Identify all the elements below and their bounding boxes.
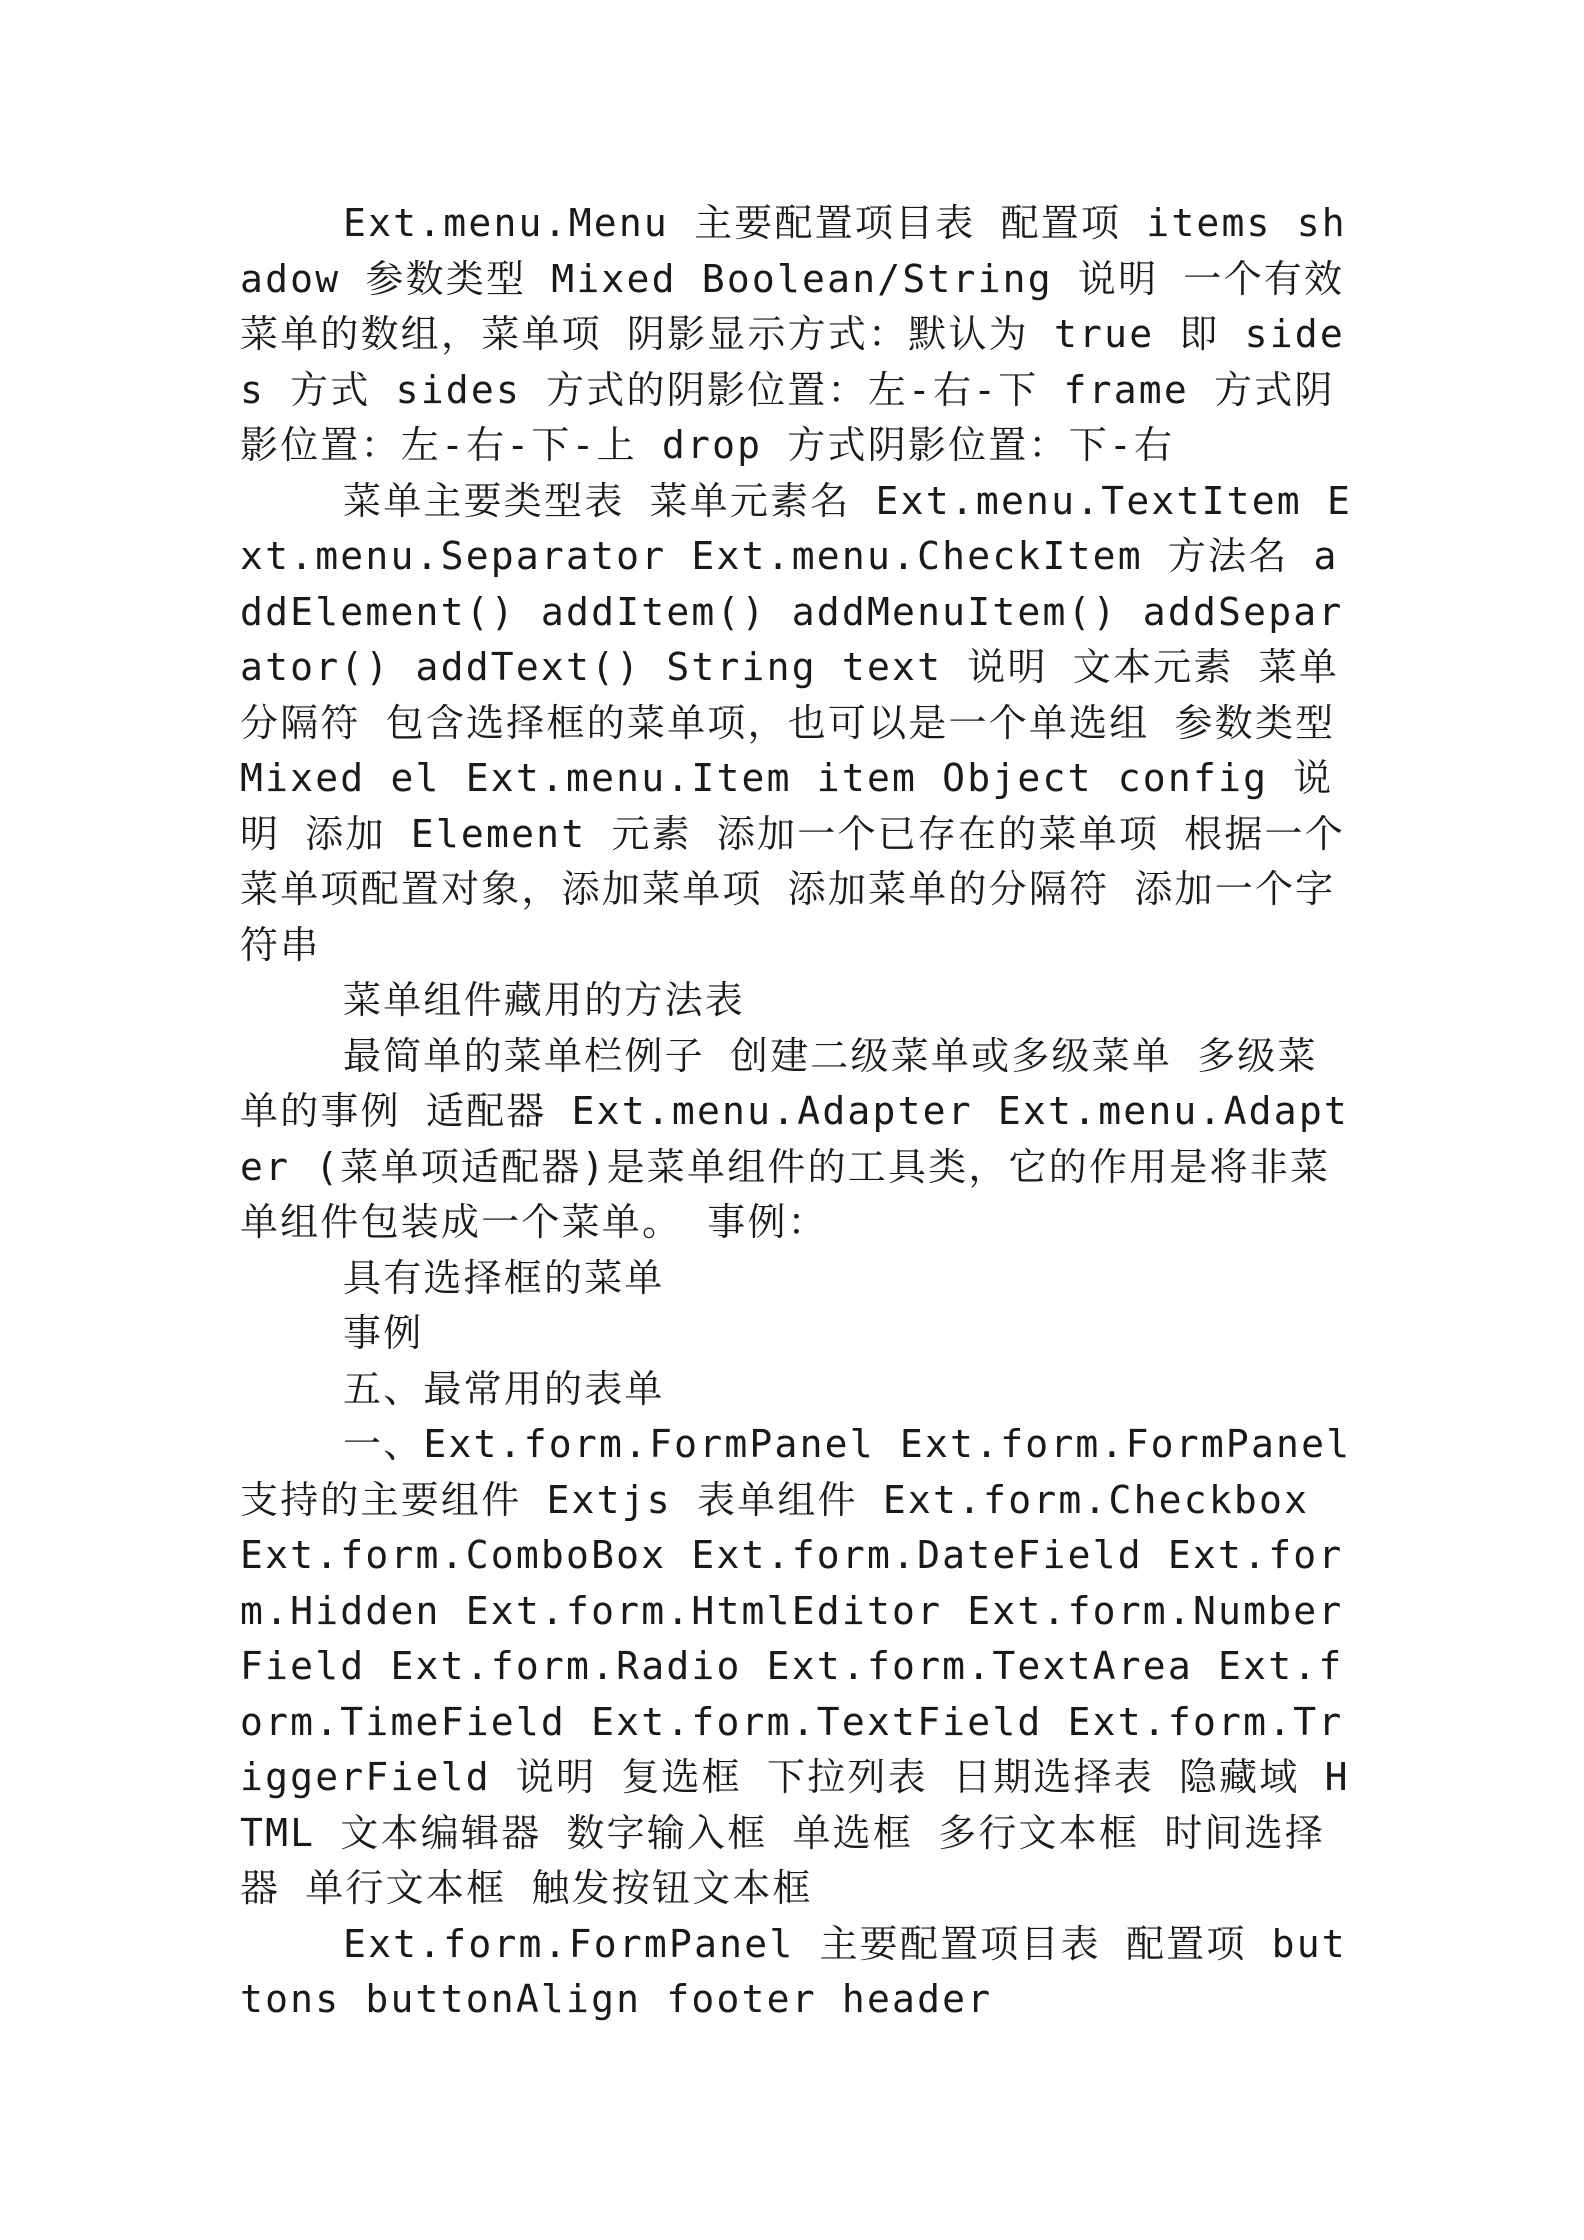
paragraph-menu-types-table: 菜单主要类型表 菜单元素名 Ext.menu.TextItem Ext.menu.Separator Ext.menu.CheckItem 方法名 addElement() addItem() addMenuItem() addSeparator() addText() String text 说明 文本元素 菜单分隔符 包含选择框的菜单项，也可以是一个单选组 参数类型 Mixed el Ext.menu.Item item Object config 说明 添加 Element 元素 添加一个已存在的菜单项 根据一个菜单项配置对象，添加菜单项 添加菜单的分隔符 添加一个字符串 (240, 478, 1353, 967)
paragraph-example: 事例 (343, 1311, 424, 1355)
paragraph-menu-config-table: Ext.menu.Menu 主要配置项目表 配置项 items shadow 参数类型 Mixed Boolean/String 说明 一个有效菜单的数组，菜单项 阴影显示方式：默认为 true 即 sides 方式 sides 方式的阴影位置：左-右-下 frame 方式阴影位置：左-右-下-上 drop 方式阴影位置：下-右 (240, 201, 1347, 467)
section-heading-forms: 五、最常用的表单 (343, 1366, 665, 1411)
paragraph-formpanel-components: 一、Ext.form.FormPanel Ext.form.FormPanel 支持的主要组件 Extjs 表单组件 Ext.form.Checkbox Ext.form.ComboBox Ext.form.DateField Ext.form.Hidden Ext.form.HtmlEditor Ext.form.NumberField Ext.form.Radio Ext.form.TextArea Ext.form.TimeField Ext.form.TextField Ext.form.TriggerField 说明 复选框 下拉列表 日期选择表 隐藏域 HTML 文本编辑器 数字输入框 单选框 多行文本框 时间选择器 单行文本框 触发按钮文本框 (240, 1422, 1352, 1910)
paragraph-menu-bar-example: 最简单的菜单栏例子 创建二级菜单或多级菜单 多级菜单的事例 适配器 Ext.menu.Adapter Ext.menu.Adapter (菜单项适配器)是菜单组件的工具类，它的作用是将非菜单组件包装成一个菜单。 事例： (240, 1033, 1349, 1244)
paragraph-formpanel-config-table: Ext.form.FormPanel 主要配置项目表 配置项 buttons buttonAlign footer header (240, 1921, 1347, 2021)
paragraph-checkbox-menu: 具有选择框的菜单 (343, 1255, 665, 1300)
paragraph-menu-methods-heading: 菜单组件藏用的方法表 (343, 978, 746, 1022)
document-body (240, 196, 1355, 2028)
